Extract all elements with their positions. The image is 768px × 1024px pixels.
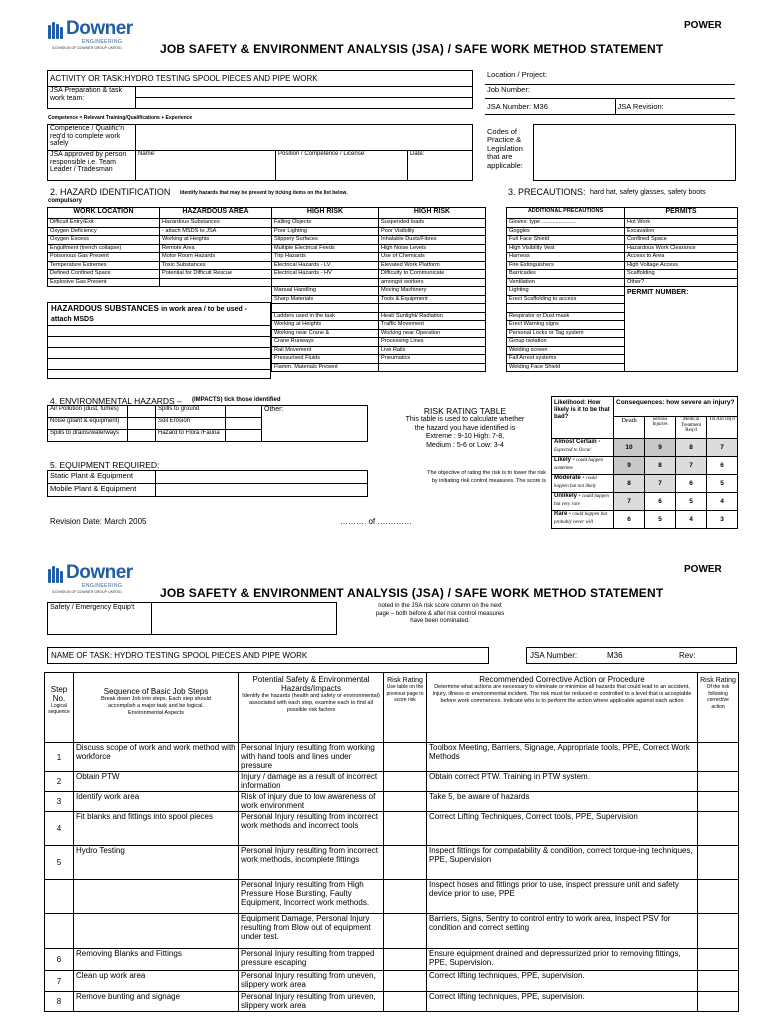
permits-header: PERMITS bbox=[625, 208, 738, 219]
step-number: 7 bbox=[45, 971, 74, 992]
precaution-item[interactable]: Welding screen bbox=[507, 346, 625, 355]
step-action: Take 5, be aware of hazards bbox=[427, 792, 698, 812]
risk-line-1: the hazard you have identified is bbox=[414, 424, 516, 432]
matrix-row-label bbox=[552, 475, 614, 493]
jsa-prep-label: JSA Preparation & task work team: bbox=[48, 87, 136, 109]
matrix-cell: 7 bbox=[676, 457, 707, 475]
env-title: 4. ENVIRONMENTAL HAZARDS – bbox=[50, 396, 182, 406]
high-risk-item[interactable]: Use of Chemicals bbox=[379, 253, 486, 262]
matrix-cell: 3 bbox=[707, 511, 738, 529]
high-risk-item[interactable]: Electrical Hazards - HV bbox=[272, 270, 379, 279]
downer-logo-icon-2 bbox=[48, 566, 64, 584]
precaution-item[interactable]: Fall Arrest systems bbox=[507, 355, 625, 364]
power-label: POWER bbox=[684, 20, 722, 31]
step-number: 5 bbox=[45, 846, 74, 880]
step-risk-rating-after[interactable] bbox=[698, 914, 739, 949]
env-tick-0-b[interactable] bbox=[226, 406, 262, 418]
page-of: ………. of …………. bbox=[340, 517, 412, 526]
high-risk-item[interactable]: Poor Visibility bbox=[379, 227, 486, 236]
high-risk-item[interactable]: Ladders used in the task bbox=[272, 312, 379, 321]
noted-line-2: have been nominated. bbox=[410, 618, 470, 624]
matrix-cell: 9 bbox=[645, 439, 676, 457]
matrix-row-sub: Expected to Occur bbox=[554, 447, 592, 453]
codes-label: Codes of Practice & Legislation that are applicable: bbox=[487, 126, 523, 170]
permit-item[interactable]: Excavation bbox=[625, 227, 738, 236]
step-hazard: Personal Injury resulting from trapped pressure escaping bbox=[239, 949, 384, 971]
precaution-item[interactable]: Goggles bbox=[507, 227, 625, 236]
step-description bbox=[74, 880, 239, 914]
env-note: (IMPACTS) tick those identified bbox=[192, 397, 281, 403]
step-description: Discuss scope of work and work method with workforce bbox=[74, 743, 239, 772]
safety-equip-box[interactable] bbox=[47, 602, 337, 635]
step-hazard: Risk of injury due to low awareness of work environment bbox=[239, 792, 384, 812]
col-step: Step No. bbox=[50, 685, 68, 703]
matrix-consequence: Consequences: how severe an injury? bbox=[614, 397, 738, 417]
step-number: 2 bbox=[45, 772, 74, 792]
noted-text bbox=[340, 603, 540, 626]
equip-mobile-field[interactable] bbox=[156, 484, 368, 497]
env-tick-1-a[interactable] bbox=[128, 418, 156, 430]
step-hazard: Equipment Damage, Personal Injury resulting from Blow out of equipment under test. bbox=[239, 914, 384, 949]
step-hazard: Personal Injury resulting from uneven, slippery work area bbox=[239, 992, 384, 1012]
matrix-row-sub: could happen but not likely bbox=[554, 476, 597, 489]
date-field[interactable]: Date: bbox=[408, 151, 473, 181]
env-tick-2-a[interactable] bbox=[128, 430, 156, 442]
safety-equip-label: Safety / Emergency Equip't bbox=[50, 604, 135, 611]
equip-static: Static Plant & Equipment bbox=[48, 471, 156, 484]
matrix-row-name: Almost Certain - bbox=[554, 439, 601, 445]
matrix-cell: 4 bbox=[676, 511, 707, 529]
noted-line-0: noted in the JSA risk score column on the next bbox=[378, 603, 502, 609]
page-title: JOB SAFETY & ENVIRONMENT ANALYSIS (JSA) / SAFE WORK METHOD STATEMENT bbox=[160, 42, 664, 56]
high-risk-item[interactable]: Elevated Work Platform bbox=[379, 261, 486, 270]
high-risk-item[interactable]: High Noise Levels bbox=[379, 244, 486, 253]
hazard-id-title: 2. HAZARD IDENTIFICATION bbox=[50, 187, 171, 197]
hazardous-area-item[interactable]: Working at Heights bbox=[160, 236, 272, 245]
haz-sub-label: HAZARDOUS SUBSTANCES bbox=[51, 304, 159, 313]
step-action: Ensure equipment drained and depressurized prior to removing fittings, PPE, Supervision. bbox=[427, 949, 698, 971]
high-risk-item[interactable]: Falling Objects bbox=[272, 219, 379, 228]
matrix-cell: 5 bbox=[707, 475, 738, 493]
matrix-row-name: Likely - bbox=[554, 457, 575, 463]
high-risk-item[interactable]: Electrical Hazards - LV bbox=[272, 261, 379, 270]
step-risk-rating-after[interactable] bbox=[698, 992, 739, 1012]
precaution-item[interactable]: Gloves: type ...................... bbox=[507, 219, 625, 228]
step-action: Barriers, Signs, Sentry to control entry to work area, Inspect PSV for condition and correct setting bbox=[427, 914, 698, 949]
risk-objective-0: The objective of rating the risk is to lower the risk bbox=[427, 470, 546, 476]
step-risk-rating-after[interactable] bbox=[698, 880, 739, 914]
col-step-sub: Logical sequence bbox=[48, 703, 70, 715]
work-location-item[interactable]: Difficult Entry/Exit bbox=[48, 219, 160, 228]
high-risk-item[interactable] bbox=[379, 304, 486, 313]
hazardous-area-item[interactable]: Motor Room Hazards bbox=[160, 253, 272, 262]
step-number: 3 bbox=[45, 792, 74, 812]
logo-sub: ENGINEERING bbox=[82, 39, 123, 45]
matrix-col-death: Death bbox=[614, 417, 645, 439]
step-number: 4 bbox=[45, 812, 74, 846]
step-number bbox=[45, 914, 74, 949]
step-risk-rating[interactable] bbox=[384, 846, 427, 880]
matrix-cell: 7 bbox=[645, 475, 676, 493]
precaution-item[interactable]: Erect Warning signs bbox=[507, 321, 625, 330]
matrix-row-name: Moderate - bbox=[554, 475, 585, 481]
step-risk-rating[interactable] bbox=[384, 971, 427, 992]
matrix-cell: 6 bbox=[676, 475, 707, 493]
step-description: Fit blanks and fittings into spool pieces bbox=[74, 812, 239, 846]
hazard-header-hazardous-area: HAZARDOUS AREA bbox=[160, 208, 272, 219]
precaution-item[interactable]: Ventilation bbox=[507, 278, 625, 287]
step-description: Obtain PTW bbox=[74, 772, 239, 792]
work-location-item[interactable]: Oxygen Excess bbox=[48, 236, 160, 245]
precaution-item[interactable]: High Visibility Vest bbox=[507, 244, 625, 253]
high-risk-item[interactable]: amongst workers bbox=[379, 278, 486, 287]
jsa-number-value-2: M36 bbox=[607, 651, 623, 660]
codes-field[interactable] bbox=[533, 125, 735, 181]
work-location-item[interactable]: Engulfment (trench collapse) bbox=[48, 244, 160, 253]
high-risk-item[interactable]: Working near Crane & bbox=[272, 329, 379, 338]
competence-note: Competence = Relevant Training/Qualifications + Experience bbox=[48, 115, 193, 121]
competence-field[interactable] bbox=[136, 125, 473, 151]
high-risk-item[interactable]: Trip Hazards bbox=[272, 253, 379, 262]
name-field[interactable]: Name: bbox=[136, 151, 276, 181]
risk-objective bbox=[380, 470, 546, 485]
high-risk-item[interactable]: Inhalable Dusts/Fibres bbox=[379, 236, 486, 245]
step-action: Correct lifting techniques, PPE, supervision. bbox=[427, 992, 698, 1012]
high-risk-item[interactable]: Difficulty to Communicate bbox=[379, 270, 486, 279]
power-label-2: POWER bbox=[684, 564, 722, 575]
step-hazard: Personal Injury resulting from working with hand tools and lines under pressure bbox=[239, 743, 384, 772]
logo-word-2: Downer bbox=[66, 562, 133, 583]
hazard-header-high-risk-2: HIGH RISK bbox=[379, 208, 486, 219]
precautions-title: 3. PRECAUTIONS: bbox=[508, 187, 586, 197]
precaution-item[interactable]: Group isolation bbox=[507, 338, 625, 347]
hazardous-area-item[interactable]: Hazardous Substances bbox=[160, 219, 272, 228]
high-risk-item[interactable]: Pneumatics bbox=[379, 355, 486, 364]
step-risk-rating-after[interactable] bbox=[698, 772, 739, 792]
step-description: Remove bunting and signage bbox=[74, 992, 239, 1012]
precaution-item[interactable]: Lighting bbox=[507, 287, 625, 296]
hazardous-substances-box bbox=[47, 302, 271, 379]
logo-tiny: A DIVISION OF DOWNER GROUP LIMITED bbox=[52, 46, 122, 50]
step-hazard: Personal Injury resulting from High Pressure Hose Bursting, Faulty Equipment, Incorrect work methods. bbox=[239, 880, 384, 914]
high-risk-item[interactable]: Live Rails bbox=[379, 346, 486, 355]
work-location-item[interactable]: Poisonous Gas Present bbox=[48, 253, 160, 262]
matrix-cell: 8 bbox=[676, 439, 707, 457]
job-number-label: Job Number: bbox=[485, 84, 735, 98]
permit-item[interactable]: Hazardous Work Clearance bbox=[625, 244, 738, 253]
work-location-item[interactable]: Oxygen Deficiency bbox=[48, 227, 160, 236]
risk-line-3: Medium : 5-6 or Low: 3-4 bbox=[426, 441, 504, 449]
haz-sub-note: in work area / to be used -attach MSDS bbox=[51, 306, 248, 323]
high-risk-item[interactable]: Multiple Electrical Feeds bbox=[272, 244, 379, 253]
step-description: Identify work area bbox=[74, 792, 239, 812]
matrix-cell: 6 bbox=[645, 493, 676, 511]
step-risk-rating-after[interactable] bbox=[698, 971, 739, 992]
matrix-cell: 10 bbox=[614, 439, 645, 457]
matrix-cell: 6 bbox=[707, 457, 738, 475]
precaution-item[interactable]: Barricades bbox=[507, 270, 625, 279]
col-risk2-sub: Of the risk following corrective action bbox=[706, 684, 730, 710]
col-seq: Sequence of Basic Job Steps bbox=[103, 687, 209, 696]
jsa-number-label: JSA Number: bbox=[487, 101, 532, 111]
logo-tiny-2: A DIVISION OF DOWNER GROUP LIMITED bbox=[52, 590, 122, 594]
high-risk-item[interactable] bbox=[272, 304, 379, 313]
hazardous-area-item[interactable]: Toxic Substances bbox=[160, 261, 272, 270]
env-table bbox=[47, 405, 368, 442]
permit-item[interactable]: Other? bbox=[625, 278, 738, 287]
col-risk2: Risk Rating bbox=[700, 677, 736, 684]
step-action: Inspect fittings for compatability & condition, correct torque-ing techniques, PPE, Supervision bbox=[427, 846, 698, 880]
step-risk-rating[interactable] bbox=[384, 949, 427, 971]
precautions-note: hard hat, safety glasses, safety boots bbox=[590, 189, 706, 196]
step-risk-rating[interactable] bbox=[384, 880, 427, 914]
step-action: Correct lifting techniques, PPE, supervision. bbox=[427, 971, 698, 992]
risk-line-0: This table is used to calculate whether bbox=[405, 416, 525, 423]
hazardous-area-item[interactable]: Remote Area bbox=[160, 244, 272, 253]
compulsory-label: compulsory bbox=[48, 198, 83, 204]
precaution-item[interactable]: Personal Locks or Tag system bbox=[507, 329, 625, 338]
matrix-cell: 8 bbox=[645, 457, 676, 475]
equip-static-field[interactable] bbox=[156, 471, 368, 484]
env-other[interactable]: Other: bbox=[262, 406, 368, 442]
step-hazard: Injury / damage as a result of incorrect information bbox=[239, 772, 384, 792]
activity-label: ACTIVITY OR TASK:HYDRO TESTING SPOOL PIECES AND PIPE WORK bbox=[48, 71, 473, 87]
hazardous-area-item[interactable]: - attach MSDS to JSA bbox=[160, 227, 272, 236]
step-description: Removing Blanks and Fittings bbox=[74, 949, 239, 971]
high-risk-item[interactable]: Poor Lighting bbox=[272, 227, 379, 236]
precaution-item[interactable]: Welding Face Shield bbox=[507, 363, 625, 372]
step-action: Toolbox Meeting, Barriers, Signage, Appropriate tools, PPE, Correct Work Methods bbox=[427, 743, 698, 772]
jsa-prep-field[interactable] bbox=[136, 87, 473, 98]
codes-table bbox=[485, 124, 736, 181]
step-risk-rating-after[interactable] bbox=[698, 792, 739, 812]
step-description: Hydro Testing bbox=[74, 846, 239, 880]
env-row-1-a: Noise (plant & equipment) bbox=[48, 418, 128, 430]
col-haz-sub: Identify the hazards (health and safety or environmental) associated with each step, examine each to find all possible risk factors bbox=[242, 693, 380, 713]
step-action: Obtain correct PTW. Training in PTW system. bbox=[427, 772, 698, 792]
matrix-row-sub: could happen but probably never will bbox=[554, 512, 607, 525]
precaution-item[interactable]: Respirator or Dust mask bbox=[507, 312, 625, 321]
high-risk-item[interactable]: Suspended loads bbox=[379, 219, 486, 228]
env-tick-2-b[interactable] bbox=[226, 430, 262, 442]
step-description bbox=[74, 914, 239, 949]
hazardous-area-item[interactable]: Potential for Difficult Rescue bbox=[160, 270, 272, 279]
permit-item[interactable]: High Voltage Access bbox=[625, 261, 738, 270]
matrix-row-label bbox=[552, 511, 614, 529]
competence-label: Competence / Qualific'n req'd to complete work safely bbox=[48, 125, 136, 151]
matrix-cell: 6 bbox=[614, 511, 645, 529]
jsa-number-box bbox=[526, 647, 737, 664]
work-location-item[interactable]: Explosive Gas Present bbox=[48, 278, 160, 287]
matrix-row-label bbox=[552, 439, 614, 457]
page-title-2: JOB SAFETY & ENVIRONMENT ANALYSIS (JSA) / SAFE WORK METHOD STATEMENT bbox=[160, 586, 664, 600]
col-risk-sub: Use table on the previous page to score risk bbox=[386, 684, 424, 703]
high-risk-item[interactable]: Manual Handling bbox=[272, 287, 379, 296]
step-risk-rating-after[interactable] bbox=[698, 949, 739, 971]
step-action: Inspect hoses and fittings prior to use, inspect pressure unit and safety device prior to use, PPE bbox=[427, 880, 698, 914]
high-risk-item[interactable]: Heat/ Sunlight/ Radiation bbox=[379, 312, 486, 321]
matrix-col-firstaid: 1st Aid req'd bbox=[707, 417, 738, 439]
col-risk: Risk Rating bbox=[387, 677, 423, 684]
env-row-1-b: Soil Erosion bbox=[156, 418, 226, 430]
location-label: Location / Project: bbox=[487, 70, 548, 79]
matrix-row-label bbox=[552, 457, 614, 475]
hazardous-area-item[interactable] bbox=[160, 278, 272, 287]
rev-label: Rev: bbox=[679, 651, 696, 660]
step-number: 1 bbox=[45, 743, 74, 772]
step-risk-rating[interactable] bbox=[384, 812, 427, 846]
equip-table bbox=[47, 470, 368, 497]
step-hazard: Personal Injury resulting from uneven, slippery work area bbox=[239, 971, 384, 992]
precaution-item[interactable]: Fire Extinguishers bbox=[507, 261, 625, 270]
location-table bbox=[485, 68, 735, 115]
revision-date: Revision Date: March 2005 bbox=[50, 517, 147, 526]
downer-logo-icon bbox=[48, 22, 64, 40]
permit-item[interactable]: Confined Space bbox=[625, 236, 738, 245]
col-seq-sub: Break down Job into steps. Each step should accomplish a major task and be logical. Environmental Aspects bbox=[101, 696, 211, 716]
matrix-cell: 7 bbox=[707, 439, 738, 457]
high-risk-item[interactable]: Slippery Surfaces bbox=[272, 236, 379, 245]
env-row-2-a: Spills to drains/waterways bbox=[48, 430, 128, 442]
env-row-0-b: Spills to ground bbox=[156, 406, 226, 418]
matrix-cell: 9 bbox=[614, 457, 645, 475]
position-field[interactable]: Position / Competence / License: bbox=[276, 151, 408, 181]
step-risk-rating[interactable] bbox=[384, 914, 427, 949]
high-risk-item[interactable] bbox=[379, 363, 486, 372]
step-risk-rating-after[interactable] bbox=[698, 743, 739, 772]
env-tick-0-a[interactable] bbox=[128, 406, 156, 418]
downer-logo bbox=[48, 18, 168, 52]
step-number bbox=[45, 880, 74, 914]
activity-table bbox=[47, 70, 473, 109]
high-risk-item[interactable]: Rail Movement bbox=[272, 346, 379, 355]
env-row-2-b: Hazard to Flora /Fauna bbox=[156, 430, 226, 442]
risk-lines bbox=[385, 416, 545, 450]
work-location-item[interactable]: Temperature Extremes bbox=[48, 261, 160, 270]
precaution-item[interactable]: Full Face Shield bbox=[507, 236, 625, 245]
steps-table bbox=[44, 672, 739, 1012]
work-location-item[interactable]: Defined Confined Space bbox=[48, 270, 160, 279]
hazard-header-high-risk-1: HIGH RISK bbox=[272, 208, 379, 219]
precaution-item[interactable]: Erect Scaffolding to access bbox=[507, 295, 625, 304]
step-number: 8 bbox=[45, 992, 74, 1012]
equip-mobile: Mobile Plant & Equipment bbox=[48, 484, 156, 497]
risk-objective-1: by initiating risk control measures. The score is bbox=[431, 477, 546, 484]
precautions-header: ADDITIONAL PRECAUTIONS bbox=[507, 208, 625, 219]
high-risk-item[interactable] bbox=[272, 278, 379, 287]
col-haz: Potential Safety & Environmental Hazards/Impacts bbox=[252, 675, 370, 693]
matrix-cell: 5 bbox=[645, 511, 676, 529]
permit-item[interactable]: Access to Area bbox=[625, 253, 738, 262]
step-hazard: Personal Injury resulting from incorrect work methods and incorrect tools bbox=[239, 812, 384, 846]
high-risk-item[interactable]: Crane Runways bbox=[272, 338, 379, 347]
jsa-number-value: M36 bbox=[533, 101, 548, 111]
env-row-0-a: Air Pollution (dust, fumes) bbox=[48, 406, 128, 418]
high-risk-item[interactable]: Working near Operation bbox=[379, 329, 486, 338]
jsa-prep-field-2[interactable] bbox=[136, 98, 473, 109]
matrix-cell: 4 bbox=[707, 493, 738, 511]
noted-line-1: page – both before & after risk control measures bbox=[375, 610, 505, 617]
precaution-item[interactable] bbox=[507, 304, 625, 313]
risk-title: RISK RATING TABLE bbox=[423, 406, 507, 416]
downer-logo-2 bbox=[48, 562, 168, 596]
high-risk-item[interactable]: Working at Heights bbox=[272, 321, 379, 330]
step-number: 6 bbox=[45, 949, 74, 971]
approved-label: JSA approved by person responsible i.e. Team Leader / Tradesman bbox=[48, 151, 136, 181]
matrix-likelihood: Likelihood: How likely is it to be that bad? bbox=[552, 397, 614, 439]
step-risk-rating-after[interactable] bbox=[698, 846, 739, 880]
matrix-col-medical: Medical Treatment Req'd bbox=[676, 417, 707, 439]
step-description: Clean up work area bbox=[74, 971, 239, 992]
matrix-row-sub: could happen but very rare bbox=[554, 494, 610, 507]
equip-title: 5. EQUIPMENT REQUIRED: bbox=[50, 460, 160, 470]
matrix-col-serious: Serious Injuries bbox=[645, 417, 676, 439]
logo-word: Downer bbox=[66, 18, 133, 39]
matrix-row-name: Rare - bbox=[554, 511, 572, 517]
precautions-table bbox=[506, 207, 738, 372]
high-risk-item[interactable]: Flamm. Materials Present bbox=[272, 363, 379, 372]
logo-sub-2: ENGINEERING bbox=[82, 583, 123, 589]
matrix-row-label bbox=[552, 493, 614, 511]
matrix-row-sub: could happen sometime bbox=[554, 458, 604, 471]
high-risk-item[interactable]: Traffic Movement bbox=[379, 321, 486, 330]
hazard-header-work-location: WORK LOCATION bbox=[48, 208, 160, 219]
step-risk-rating[interactable] bbox=[384, 792, 427, 812]
jsa-number-label-2: JSA Number: bbox=[530, 651, 578, 660]
matrix-cell: 5 bbox=[676, 493, 707, 511]
high-risk-item[interactable]: Moving Machinery bbox=[379, 287, 486, 296]
step-risk-rating-after[interactable] bbox=[698, 812, 739, 846]
high-risk-item[interactable]: Tools & Equipment bbox=[379, 295, 486, 304]
col-action-sub: Determine what actions are necessary to eliminate or minimise all hazards that could lead to an accident, injury, illness or environmental incident. The risk must be reduced or controlled to a level that is acceptable before work commences. Indicate who is to perform the action where applicable against each action bbox=[432, 684, 692, 704]
jsa-revision-label: JSA Revision: bbox=[615, 98, 735, 114]
matrix-cell: 8 bbox=[614, 475, 645, 493]
matrix-cell: 7 bbox=[614, 493, 645, 511]
task-name: NAME OF TASK: HYDRO TESTING SPOOL PIECES AND PIPE WORK bbox=[47, 647, 489, 664]
competence-table bbox=[47, 124, 473, 181]
high-risk-item[interactable]: Processing Lines bbox=[379, 338, 486, 347]
risk-line-2: Extreme : 9-10 High: 7-8, bbox=[425, 433, 505, 440]
permit-number-field[interactable]: PERMIT NUMBER: bbox=[625, 287, 738, 372]
col-action: Recommended Corrective Action or Procedure bbox=[479, 675, 645, 684]
step-risk-rating[interactable] bbox=[384, 772, 427, 792]
risk-matrix bbox=[551, 396, 738, 529]
precaution-item[interactable]: Harness bbox=[507, 253, 625, 262]
step-risk-rating[interactable] bbox=[384, 992, 427, 1012]
step-hazard: Personal Injury resulting from incorrect work methods, incomplete fittings bbox=[239, 846, 384, 880]
step-risk-rating[interactable] bbox=[384, 743, 427, 772]
matrix-row-name: Unlikely - bbox=[554, 493, 581, 499]
permit-item[interactable]: Hot Work bbox=[625, 219, 738, 228]
step-action: Correct Lifting Techniques, Correct tools, PPE, Supervision bbox=[427, 812, 698, 846]
env-tick-1-b[interactable] bbox=[226, 418, 262, 430]
hazard-id-note: Identify hazards that may be present by ticking items on the list below. bbox=[180, 190, 348, 196]
high-risk-item[interactable]: Pressurised Fluids bbox=[272, 355, 379, 364]
high-risk-item[interactable]: Sharp Materials bbox=[272, 295, 379, 304]
permit-item[interactable]: Scaffolding bbox=[625, 270, 738, 279]
